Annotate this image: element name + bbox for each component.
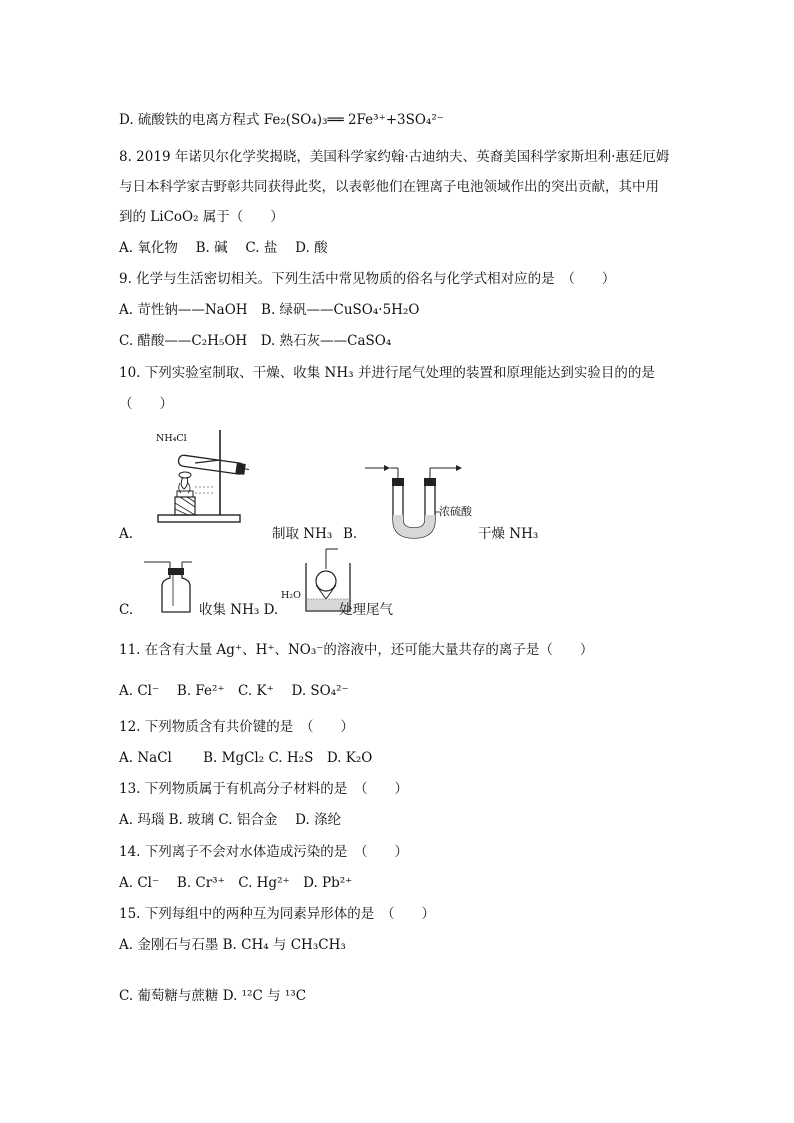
apparatus-c-figure xyxy=(140,556,200,616)
q11-stem: 11. 在含有大量 Ag⁺、H⁺、NO₃⁻的溶液中，还可能大量共存的离子是（ ） xyxy=(119,642,594,658)
q9-stem: 9. 化学与生活密切相关。下列生活中常见物质的俗名与化学式相对应的是 （ ） xyxy=(119,271,616,287)
q12-stem: 12. 下列物质含有共价键的是 （ ） xyxy=(119,719,355,735)
q8-line3: 到的 LiCoO₂ 属于（ ） xyxy=(119,209,284,225)
apparatus-c-letter: C. xyxy=(119,602,134,618)
conc-sulfuric-acid-label: 浓硫酸 xyxy=(439,505,472,518)
apparatus-d-caption: 处理尾气 xyxy=(339,602,393,618)
q14-stem: 14. 下列离子不会对水体造成污染的是 （ ） xyxy=(119,844,409,860)
water-label: H₂O xyxy=(281,590,301,601)
q8-line2: 与日本科学家吉野彰共同获得此奖，以表彰他们在锂离子电池领域作出的突出贡献，其中用 xyxy=(119,179,659,195)
apparatus-b-letter: B. xyxy=(343,526,358,542)
q8-options: A. 氧化物 B. 碱 C. 盐 D. 酸 xyxy=(119,240,328,256)
apparatus-a-caption: 制取 NH₃ xyxy=(272,526,333,542)
q15-stem: 15. 下列每组中的两种互为同素异形体的是 （ ） xyxy=(119,906,436,922)
q15-options-ab: A. 金刚石与石墨 B. CH₄ 与 CH₃CH₃ xyxy=(119,937,346,953)
apparatus-b-figure xyxy=(360,460,470,544)
apparatus-c-caption: 收集 NH₃ D. xyxy=(199,602,279,618)
apparatus-a-letter: A. xyxy=(119,526,134,542)
nh4cl-label: NH₄Cl xyxy=(156,433,187,444)
q14-options: A. Cl⁻ B. Cr³⁺ C. Hg²⁺ D. Pb²⁺ xyxy=(119,875,353,891)
option-d-ferric-sulfate: D. 硫酸铁的电离方程式 Fe₂(SO₄)₃══ 2Fe³⁺+3SO₄²⁻ xyxy=(119,112,444,128)
q10-line1: 10. 下列实验室制取、干燥、收集 NH₃ 并进行尾气处理的装置和原理能达到实验目的的是 xyxy=(119,365,655,381)
q10-line2: （ ） xyxy=(119,396,173,412)
q8-line1: 8. 2019 年诺贝尔化学奖揭晓，美国科学家约翰·古迪纳夫、英裔美国科学家斯坦利·惠廷厄姆 xyxy=(119,149,670,165)
q13-stem: 13. 下列物质属于有机高分子材料的是 （ ） xyxy=(119,781,409,797)
q9-options-cd: C. 醋酸——C₂H₅OH D. 熟石灰——CaSO₄ xyxy=(119,333,392,349)
apparatus-b-caption: 干燥 NH₃ xyxy=(478,526,539,542)
q15-options-cd: C. 葡萄糖与蔗糖 D. ¹²C 与 ¹³C xyxy=(119,988,307,1004)
q12-options: A. NaCl B. MgCl₂ C. H₂S D. K₂O xyxy=(119,750,373,766)
q11-options: A. Cl⁻ B. Fe²⁺ C. K⁺ D. SO₄²⁻ xyxy=(119,683,349,699)
q13-options: A. 玛瑙 B. 玻璃 C. 铝合金 D. 涤纶 xyxy=(119,812,342,828)
q9-options-ab: A. 苛性钠——NaOH B. 绿矾——CuSO₄·5H₂O xyxy=(119,302,420,318)
